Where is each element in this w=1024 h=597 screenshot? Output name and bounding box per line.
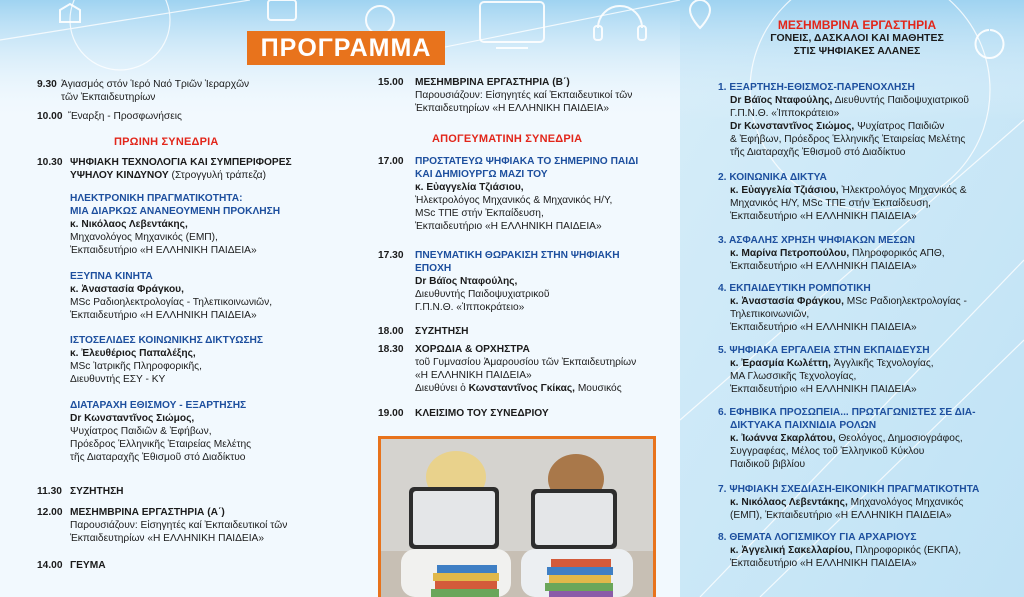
entry-line: MSc ΤΠΕ στήν Ἐκπαίδευση, (415, 208, 544, 219)
workshop-speaker-role: Μηχανολόγος Μηχανικός (847, 497, 964, 508)
workshop-speaker: Dr Κωνσταντῖνος Σιώμος, (730, 121, 855, 132)
workshop-speaker-role: Πληροφορικός (ΕΚΠΑ), (852, 545, 962, 556)
workshop-item-1 (718, 81, 1018, 159)
talk-line: MSc Ραδιοηλεκτρολογίας - Τηλεπικοινωνιῶν, (70, 297, 273, 308)
talk-title: ΙΣΤΟΣΕΛΙΔΕΣ ΚΟΙΝΩΝΙΚΗΣ ΔΙΚΤΥΩΣΗΣ (70, 335, 264, 346)
workshop-line: Γ.Π.Ν.Θ. «Ἱπποκράτειο» (730, 108, 840, 119)
workshop-line: Ἐκπαιδευτήριο «Η ΕΛΛΗΝΙΚΗ ΠΑΙΔΕΙΑ» (730, 261, 917, 272)
entry-line: Διευθυντής Παιδοψυχιατρικοῦ (415, 289, 550, 300)
entry-time: 9.30 (37, 79, 57, 90)
workshops-subtitle-2: ΣΤΙΣ ΨΗΦΙΑΚΕΣ ΑΛΑΝΕΣ (793, 45, 921, 57)
entry-line: Ἐκπαιδευτηρίων «Η ΕΛΛΗΝΙΚΗ ΠΑΙΔΕΙΑ» (415, 103, 609, 114)
workshop-item-7 (718, 483, 1018, 522)
workshop-line: Ἐκπαιδευτήριο «Η ΕΛΛΗΝΙΚΗ ΠΑΙΔΕΙΑ» (730, 558, 917, 569)
entry-line: Παρουσιάζουν: Εἰσηγητές καί Ἐκπαιδευτικοί τῶν (70, 520, 288, 531)
entry-line: Ἠλεκτρολόγος Μηχανικός & Μηχανικός Η/Υ, (415, 195, 613, 206)
workshop-title: 6. ΕΦΗΒΙΚΑ ΠΡΟΣΩΠΕΙΑ... ΠΡΩΤΑΓΩΝΙΣΤΕΣ ΣΕ ΔΙΑ- (718, 407, 976, 418)
workshop-item-8 (718, 531, 1018, 570)
workshop-title: 8. ΘΕΜΑΤΑ ΛΟΓΙΣΜΙΚΟΥ ΓΙΑ ΑΡΧΑΡΙΟΥΣ (718, 532, 917, 543)
entry-title: ΣΥΖΗΤΗΣΗ (70, 486, 124, 497)
workshop-speaker: κ. Νικόλαος Λεβεντάκης, (730, 497, 848, 508)
workshops-header: ΜΕΣΗΜΒΡΙΝΑ ΕΡΓΑΣΤΗΡΙΑ (777, 18, 937, 32)
entry-time: 17.00 (378, 156, 404, 167)
workshop-speaker: κ. Μαρίνα Πετροπούλου, (730, 248, 850, 259)
talk-title: ΜΙΑ ΔΙΑΡΚΩΣ ΑΝΑΝΕΟΥΜΕΝΗ ΠΡΟΚΛΗΣΗ (70, 206, 281, 217)
entry-speaker: Dr Βάϊος Νταφούλης, (415, 276, 518, 287)
entry-title: ΠΝΕΥΜΑΤΙΚΗ ΘΩΡΑΚΙΣΗ ΣΤΗΝ ΨΗΦΙΑΚΗ (415, 250, 620, 261)
workshop-item-6 (718, 406, 1018, 471)
entry-time: 12.00 (37, 507, 63, 518)
workshop-speaker-role: Πληροφορικός ΑΠΘ, (849, 248, 945, 259)
talk-title: ΔΙΑΤΑΡΑΧΗ ΕΘΙΣΜΟΥ - ΕΞΑΡΤΗΣΗΣ (70, 400, 247, 411)
entry-line: τῶν Ἐκπαιδευτηρίων (61, 92, 156, 103)
workshop-line: Ἐκπαιδευτήριο «Η ΕΛΛΗΝΙΚΗ ΠΑΙΔΕΙΑ» (730, 384, 917, 395)
entry-title: ΚΛΕΙΣΙΜΟ ΤΟΥ ΣΥΝΕΔΡΙΟΥ (415, 408, 549, 419)
workshop-speaker: κ. Ἀγγελική Σακελλαρίου, (730, 545, 853, 556)
entry-line: Ἔναρξη - Προσφωνήσεις (68, 111, 182, 122)
entry-time: 10.30 (37, 157, 63, 168)
entry-line: Ἐκπαιδευτήριο «Η ΕΛΛΗΝΙΚΗ ΠΑΙΔΕΙΑ» (415, 221, 602, 232)
talk-title: ΕΞΥΠΝΑ ΚΙΝΗΤΑ (70, 271, 153, 282)
morning-session-header: ΠΡΩΙΝΗ ΣΥΝΕΔΡΙΑ (114, 136, 219, 148)
entry-title-2: ΥΨΗΛΟΥ ΚΙΝΔΥΝΟΥ (70, 170, 169, 181)
entry-title: ΜΕΣΗΜΒΡΙΝΑ ΕΡΓΑΣΤΗΡΙΑ (Β΄) (415, 77, 570, 88)
director-suffix: Μουσικός (574, 383, 622, 394)
children-tablets-photo (378, 436, 656, 597)
talk-line: Διευθυντής ΕΣΥ - ΚΥ (70, 374, 166, 385)
workshop-item-2 (718, 171, 1018, 223)
talk-line: Ἐκπαιδευτήριο «Η ΕΛΛΗΝΙΚΗ ΠΑΙΔΕΙΑ» (70, 310, 257, 321)
entry-time: 15.00 (378, 77, 404, 88)
talk-line: τῆς Διαταραχῆς Ἐθισμοῦ στό Διαδίκτυο (70, 452, 246, 463)
workshop-title: 5. ΨΗΦΙΑΚΑ ΕΡΓΑΛΕΙΑ ΣΤΗΝ ΕΚΠΑΙΔΕΥΣΗ (718, 345, 930, 356)
talk-line: MSc Ἰατρικῆς Πληροφορικῆς, (70, 361, 202, 372)
entry-title: ΜΕΣΗΜΒΡΙΝΑ ΕΡΓΑΣΤΗΡΙΑ (Α΄) (70, 507, 225, 518)
workshop-speaker-role: Διευθυντής Παιδοψυχιατρικοῦ (832, 95, 969, 106)
talk-line: Ψυχίατρος Παιδιῶν & Ἐφήβων, (70, 426, 212, 437)
director-name: Κωνσταντῖνος Γκίκας, (468, 383, 575, 394)
workshop-speaker-role: Ἀγγλικῆς Τεχνολογίας, (830, 358, 934, 369)
workshops-subtitle-1: ΓΟΝΕΙΣ, ΔΑΣΚΑΛΟΙ ΚΑΙ ΜΑΘΗΤΕΣ (770, 32, 944, 44)
workshop-speaker: κ. Ἰωάννα Σκαρλάτου, (730, 433, 836, 444)
talk-speaker: κ. Ἐλευθέριος Παπαλέξης, (70, 348, 196, 359)
talk-3 (70, 334, 360, 386)
entry-time: 18.00 (378, 326, 404, 337)
workshop-title: 1. ΕΞΑΡΤΗΣΗ-ΕΘΙΣΜΟΣ-ΠΑΡΕΝΟΧΛΗΣΗ (718, 82, 915, 93)
workshop-item-5 (718, 344, 1018, 396)
workshop-item-4 (718, 282, 1018, 334)
workshop-line: Μηχανικός Η/Υ, MSc ΤΠΕ στήν Ἐκπαίδευση, (730, 198, 931, 209)
entry-title: ΨΗΦΙΑΚΗ ΤΕΧΝΟΛΟΓΙΑ ΚΑΙ ΣΥΜΠΕΡΙΦΟΡΕΣ (70, 157, 292, 168)
talk-title: ΗΛΕΚΤΡΟΝΙΚΗ ΠΡΑΓΜΑΤΙΚΟΤΗΤΑ: (70, 193, 243, 204)
workshop-line: (ΕΜΠ), Ἐκπαιδευτήριο «Η ΕΛΛΗΝΙΚΗ ΠΑΙΔΕΙΑ» (730, 510, 952, 521)
workshop-line: τῆς Διαταραχῆς Ἐθισμοῦ στό Διαδίκτυο (730, 147, 906, 158)
talk-speaker: κ. Ἀναστασία Φράγκου, (70, 284, 184, 295)
workshop-speaker-role: Ψυχίατρος Παιδιῶν (854, 121, 945, 132)
talk-1 (70, 192, 360, 257)
entry-title: ΠΡΟΣΤΑΤΕΥΩ ΨΗΦΙΑΚΑ ΤΟ ΣΗΜΕΡΙΝΟ ΠΑΙΔΙ (415, 156, 639, 167)
entry-time: 11.30 (37, 486, 62, 497)
workshop-speaker: κ. Ἐρασμία Κωλέττη, (730, 358, 831, 369)
workshop-line: & Ἐφήβων, Πρόεδρος Ἑλληνικῆς Ἑταιρείας Μελέτης (730, 134, 966, 145)
workshop-speaker: κ. Εὐαγγελία Τζιάσιου, (730, 185, 839, 196)
entry-time: 14.00 (37, 560, 63, 571)
afternoon-session-header: ΑΠΟΓΕΥΜΑΤΙΝΗ ΣΥΝΕΔΡΙΑ (432, 133, 583, 145)
talk-speaker: Dr Κωνσταντῖνος Σιώμος, (70, 413, 195, 424)
entry-line: «Η ΕΛΛΗΝΙΚΗ ΠΑΙΔΕΙΑ» (415, 370, 532, 381)
workshop-speaker-role: MSc Ραδιοηλεκτρολογίας - (843, 296, 967, 307)
entry-line: Παρουσιάζουν: Εἰσηγητές καί Ἐκπαιδευτικοί τῶν (415, 90, 633, 101)
entry-line: Γ.Π.Ν.Θ. «Ἱπποκράτειο» (415, 302, 525, 313)
entry-title: ΕΠΟΧΗ (415, 263, 452, 274)
entry-speaker: κ. Εὐαγγελία Τζιάσιου, (415, 182, 524, 193)
entry-title: ΚΑΙ ΔΗΜΙΟΥΡΓΩ ΜΑΖΙ ΤΟΥ (415, 169, 548, 180)
director-prefix: Διευθύνει ὁ (415, 383, 469, 394)
talk-4 (70, 399, 360, 464)
workshop-title: 7. ΨΗΦΙΑΚΗ ΣΧΕΔΙΑΣΗ-ΕΙΚΟΝΙΚΗ ΠΡΑΓΜΑΤΙΚΟΤΗΤΑ (718, 484, 980, 495)
workshop-line: Ἐκπαιδευτήριο «Η ΕΛΛΗΝΙΚΗ ΠΑΙΔΕΙΑ» (730, 322, 917, 333)
entry-line: Ἁγιασμός στόν Ἱερό Ναό Τριῶν Ἱεραρχῶν (61, 79, 250, 90)
talk-line: Πρόεδρος Ἑλληνικῆς Ἑταιρείας Μελέτης (70, 439, 252, 450)
entry-time: 17.30 (378, 250, 404, 261)
workshop-speaker-role: Ἠλεκτρολόγος Μηχανικός & (838, 185, 967, 196)
talk-line: Ἐκπαιδευτήριο «Η ΕΛΛΗΝΙΚΗ ΠΑΙΔΕΙΑ» (70, 245, 257, 256)
entry-line: τοῦ Γυμνασίου Ἀμαρουσίου τῶν Ἐκπαιδευτηρίων (415, 357, 637, 368)
workshop-speaker-role: Θεολόγος, Δημοσιογράφος, (835, 433, 963, 444)
workshop-line: Τηλεπικοινωνιῶν, (730, 309, 810, 320)
workshop-line: Συγγραφέας, Μέλος τοῦ Ἑλληνικοῦ Κύκλου (730, 446, 925, 457)
photo-illustration (381, 439, 653, 597)
workshop-line: Ἐκπαιδευτήριο «Η ΕΛΛΗΝΙΚΗ ΠΑΙΔΕΙΑ» (730, 211, 917, 222)
talk-2 (70, 270, 360, 322)
workshop-item-3 (718, 234, 1018, 273)
entry-title: ΣΥΖΗΤΗΣΗ (415, 326, 469, 337)
talk-line: Μηχανολόγος Μηχανικός (ΕΜΠ), (70, 232, 218, 243)
entry-time: 10.00 (37, 111, 63, 122)
entry-note: (Στρογγυλή τράπεζα) (168, 170, 266, 181)
workshop-line: Παιδικοῦ βιβλίου (730, 459, 806, 470)
entry-time: 19.00 (378, 408, 404, 419)
workshop-title: 3. ΑΣΦΑΛΗΣ ΧΡΗΣΗ ΨΗΦΙΑΚΩΝ ΜΕΣΩΝ (718, 235, 915, 246)
entry-title: ΧΟΡΩΔΙΑ & ΟΡΧΗΣΤΡΑ (415, 344, 530, 355)
workshop-speaker: Dr Βάϊος Νταφούλης, (730, 95, 833, 106)
workshop-title-2: ΔΙΚΤΥΑΚΑ ΠΑΙΧΝΙΔΙΑ ΡΟΛΩΝ (730, 420, 877, 431)
entry-line: Ἐκπαιδευτηρίων «Η ΕΛΛΗΝΙΚΗ ΠΑΙΔΕΙΑ» (70, 533, 264, 544)
program-title: ΠΡΟΓΡΑΜΜΑ (247, 31, 445, 65)
entry-title: ΓΕΥΜΑ (70, 560, 106, 571)
entry-time: 18.30 (378, 344, 404, 355)
talk-speaker: κ. Νικόλαος Λεβεντάκης, (70, 219, 188, 230)
workshop-line: ΜΑ Γλωσσικῆς Τεχνολογίας, (730, 371, 857, 382)
workshop-title: 4. ΕΚΠΑΙΔΕΥΤΙΚΗ ΡΟΜΠΟΤΙΚΗ (718, 283, 871, 294)
workshop-speaker: κ. Ἀναστασία Φράγκου, (730, 296, 844, 307)
workshop-title: 2. ΚΟΙΝΩΝΙΚΑ ΔΙΚΤΥΑ (718, 172, 827, 183)
